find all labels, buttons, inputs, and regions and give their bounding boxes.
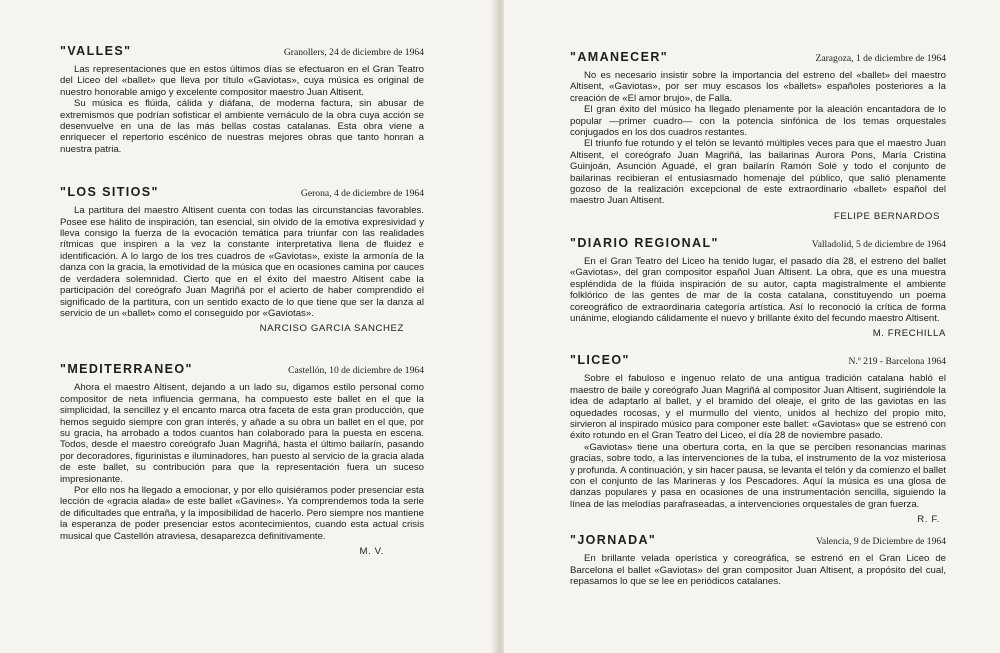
left-page bbox=[0, 0, 496, 653]
article-title: "JORNADA" bbox=[570, 533, 657, 548]
article-title: "LICEO" bbox=[570, 353, 630, 368]
article-dateline: Granollers, 24 de diciembre de 1964 bbox=[283, 47, 424, 58]
article-jornada bbox=[570, 533, 946, 587]
article-header bbox=[60, 362, 424, 376]
article-dateline: Zaragoza, 1 de diciembre de 1964 bbox=[815, 53, 946, 64]
article-los-sitios bbox=[60, 185, 424, 334]
article-paragraph: Ahora el maestro Altisent, dejando a un lado su, digamos estilo personal como compositor de neta influencia germana, ha compuesto este ballet en el que la simplicidad, la sencillez y el encanto marca otra faceta de esta gran producción, que hemos seguido siempre con gran interés, y añade a su obra un ballet en el que, por su gracia, ha arrobado a todos cuantos han colaborado para la puesta en escena. Todos, desde el maestro coreógrafo Juan Magriñá, hasta el último bailarín, pasando por decoradores, figurinistas e iluminadores, han puesto al servicio de la gracia alada de este ballet, su contribución para que la representación fuera un suceso impresionante. bbox=[60, 382, 424, 485]
article-header bbox=[570, 50, 946, 64]
article-paragraph: Las representaciones que en estos últimos días se efectuaron en el Gran Teatro del Liceo del «ballet» que lleva por título «Gaviotas», cuya música es original de nuestro honorable amigo y excelente compositor maestro Juan Altisent. bbox=[60, 64, 424, 98]
article-header bbox=[60, 44, 424, 58]
article-dateline: N.º 219 - Barcelona 1964 bbox=[848, 356, 946, 368]
article-title: "VALLES" bbox=[60, 44, 132, 58]
article-paragraph: «Gaviotas» tiene una obertura corta, en la que se perciben resonancias marinas gracias, sobre todo, a las intervenciones de la tuba, el instrumento de la voz misteriosa y profunda. A continuación, y sin hacer pausa, se levanta el telón y da comienzo el ballet con el conjunto de las Marineras y los Pescadores. Aquí la música es una glosa de danzas populares y pasa en ocasiones de una instrumentación sencilla, siguiendo la línea de las melodías parafraseadas, a intervenciones orquestales de gran fuerza. bbox=[570, 441, 946, 510]
article-liceo bbox=[570, 353, 946, 525]
article-paragraph: Sobre el fabuloso e ingenuo relato de una antigua tradición catalana habló el maestro de baile y coreógrafo Juan Magriñá al compositor Juan Altisent, sugiriéndole la idea de adaptarlo al ballet, y el bramido del oleaje, el grito de las gaviotas en las oquedades rocosas, y el murmullo del viento, unidos al hechizo del propio mito, sirvieron al inspirado músico para componer este ballet: «Gaviotas» que se estrenó con éxito rotundo en el Gran Teatro del Liceo, el día 28 de noviembre pasado. bbox=[570, 373, 946, 442]
article-signature: M. V. bbox=[359, 546, 384, 557]
article-paragraph: En el Gran Teatro del Liceo ha tenido lugar, el pasado día 28, el estreno del ballet «Gaviotas», del gran compositor español Juan Altisent. La obra, que es una muestra espléndida de la flúida inspiración de su autor, capta magistralmente el ambiente folklórico de las gentes de mar de la costa catalana, constituyendo un poema coreográfico de extraordinaria categoría artística. Así lo reconoció la crítica de forma unánime, elogiando cálidamente el nuevo y brillante éxito del fecundo maestro Altisent. bbox=[570, 255, 946, 324]
article-signature: R. F. bbox=[917, 514, 940, 526]
article-paragraph: Su música es flúida, cálida y diáfana, de moderna factura, sin abusar de extremismos que podrían sofisticar el ambiente vernáculo de la obra cuya acción se desenvuelve en una de las más bellas costas catalanas. Esta obra viene a enriquecer el repertorio escénico de nuestras mejores obras que tanto honran a nuestra patria. bbox=[60, 98, 424, 155]
article-paragraph: El triunfo fue rotundo y el telón se levantó múltiples veces para que el maestro Juan Altisent, el coreógrafo Juan Magriñá, las bailarinas Aurora Pons, María Cristina Guinjoán, Asunción Aguadé, el gran bailarín Ramón Solé y todo el conjunto de bailarinas recibieran el entusiasmado homenaje del público, que salió plenamente gozoso de la realización excepcional de este extraordinario «ballet» español del maestro Juan Altisent. bbox=[570, 138, 946, 207]
article-signature: M. FRECHILLA bbox=[872, 328, 946, 340]
article-dateline: Castellón, 10 de diciembre de 1964 bbox=[288, 365, 424, 377]
article-mediterraneo bbox=[60, 362, 424, 557]
article-header bbox=[570, 236, 946, 250]
article-signature: FELIPE BERNARDOS bbox=[833, 210, 940, 222]
article-header bbox=[570, 353, 946, 367]
article-header bbox=[60, 185, 424, 199]
article-dateline: Gerona, 4 de diciembre de 1964 bbox=[300, 188, 424, 200]
article-paragraph: Por ello nos ha llegado a emocionar, y por ello quisiéramos poder presenciar esta lección de «gracia alada» de este ballet «Gavines». Ya comprendemos toda la serie de dificultades que entraña, y la imposibilidad de hacerlo. Pero siempre nos mantiene la esperanza de poder presenciar estos acontecimientos, cuando esta actual crisis musical que Castellón atraviesa, desaparezca definitivamente. bbox=[60, 484, 424, 542]
article-title: "DIARIO REGIONAL" bbox=[570, 235, 719, 250]
article-diario-regional bbox=[570, 236, 946, 339]
article-signature: NARCISO GARCIA SANCHEZ bbox=[259, 323, 404, 335]
article-title: "LOS SITIOS" bbox=[60, 185, 159, 200]
article-dateline: Valencia, 9 de Diciembre de 1964 bbox=[816, 536, 946, 548]
article-paragraph: No es necesario insistir sobre la importancia del estreno del «ballet» del maestro Altisent, «Gaviotas», por ser muy escasos los «ballets» españoles posteriores a la creación de «El amor brujo», de Falla. bbox=[570, 70, 946, 104]
right-page bbox=[504, 0, 1000, 653]
article-paragraph: El gran éxito del músico ha llegado plenamente por la aleación encantadora de lo popular —primer cuadro— con la potencia sinfónica de los temas orquestales conjugados en los dos cuadros restantes. bbox=[570, 104, 946, 139]
article-title: "AMANECER" bbox=[570, 50, 669, 64]
article-amanecer bbox=[570, 50, 946, 222]
article-valles bbox=[60, 44, 424, 155]
article-dateline: Valladolid, 5 de diciembre de 1964 bbox=[811, 238, 946, 250]
article-paragraph: La partitura del maestro Altisent cuenta con todas las circunstancias favorables. Posee ese hálito de inspiración, tan esencial, sin olvido de la emotiva expresividad y lleva consigo la fuerza de la evocación temática para triunfar con las realidades rítmicas que inspiren a la vez la constante interpretativa llena de fluidez e identificación. A lo largo de los tres cuadros de «Gaviotas», existe la armonía de la danza con la gracia, la emotividad de la música que en ocasiones camina por cauces de verdadera solemnidad. Cierto que en el éxito del maestro Altisent cabe la participación del coreógrafo Juan Magriñá por el acierto de haber comprendido el significado de la partitura, con un sentido exacto de lo que tiene que ser la danza al servicio de un «ballet» como el conseguido por «Gaviotas». bbox=[60, 205, 424, 319]
article-header bbox=[570, 533, 946, 547]
article-title: "MEDITERRANEO" bbox=[60, 362, 193, 377]
article-paragraph: En brillante velada operística y coreográfica, se estrenó en el Gran Liceo de Barcelona el ballet «Gaviotas» del gran compositor Juan Altisent, a propósito del cual, repasamos lo que se lee en periódicos catalanes. bbox=[570, 553, 946, 587]
